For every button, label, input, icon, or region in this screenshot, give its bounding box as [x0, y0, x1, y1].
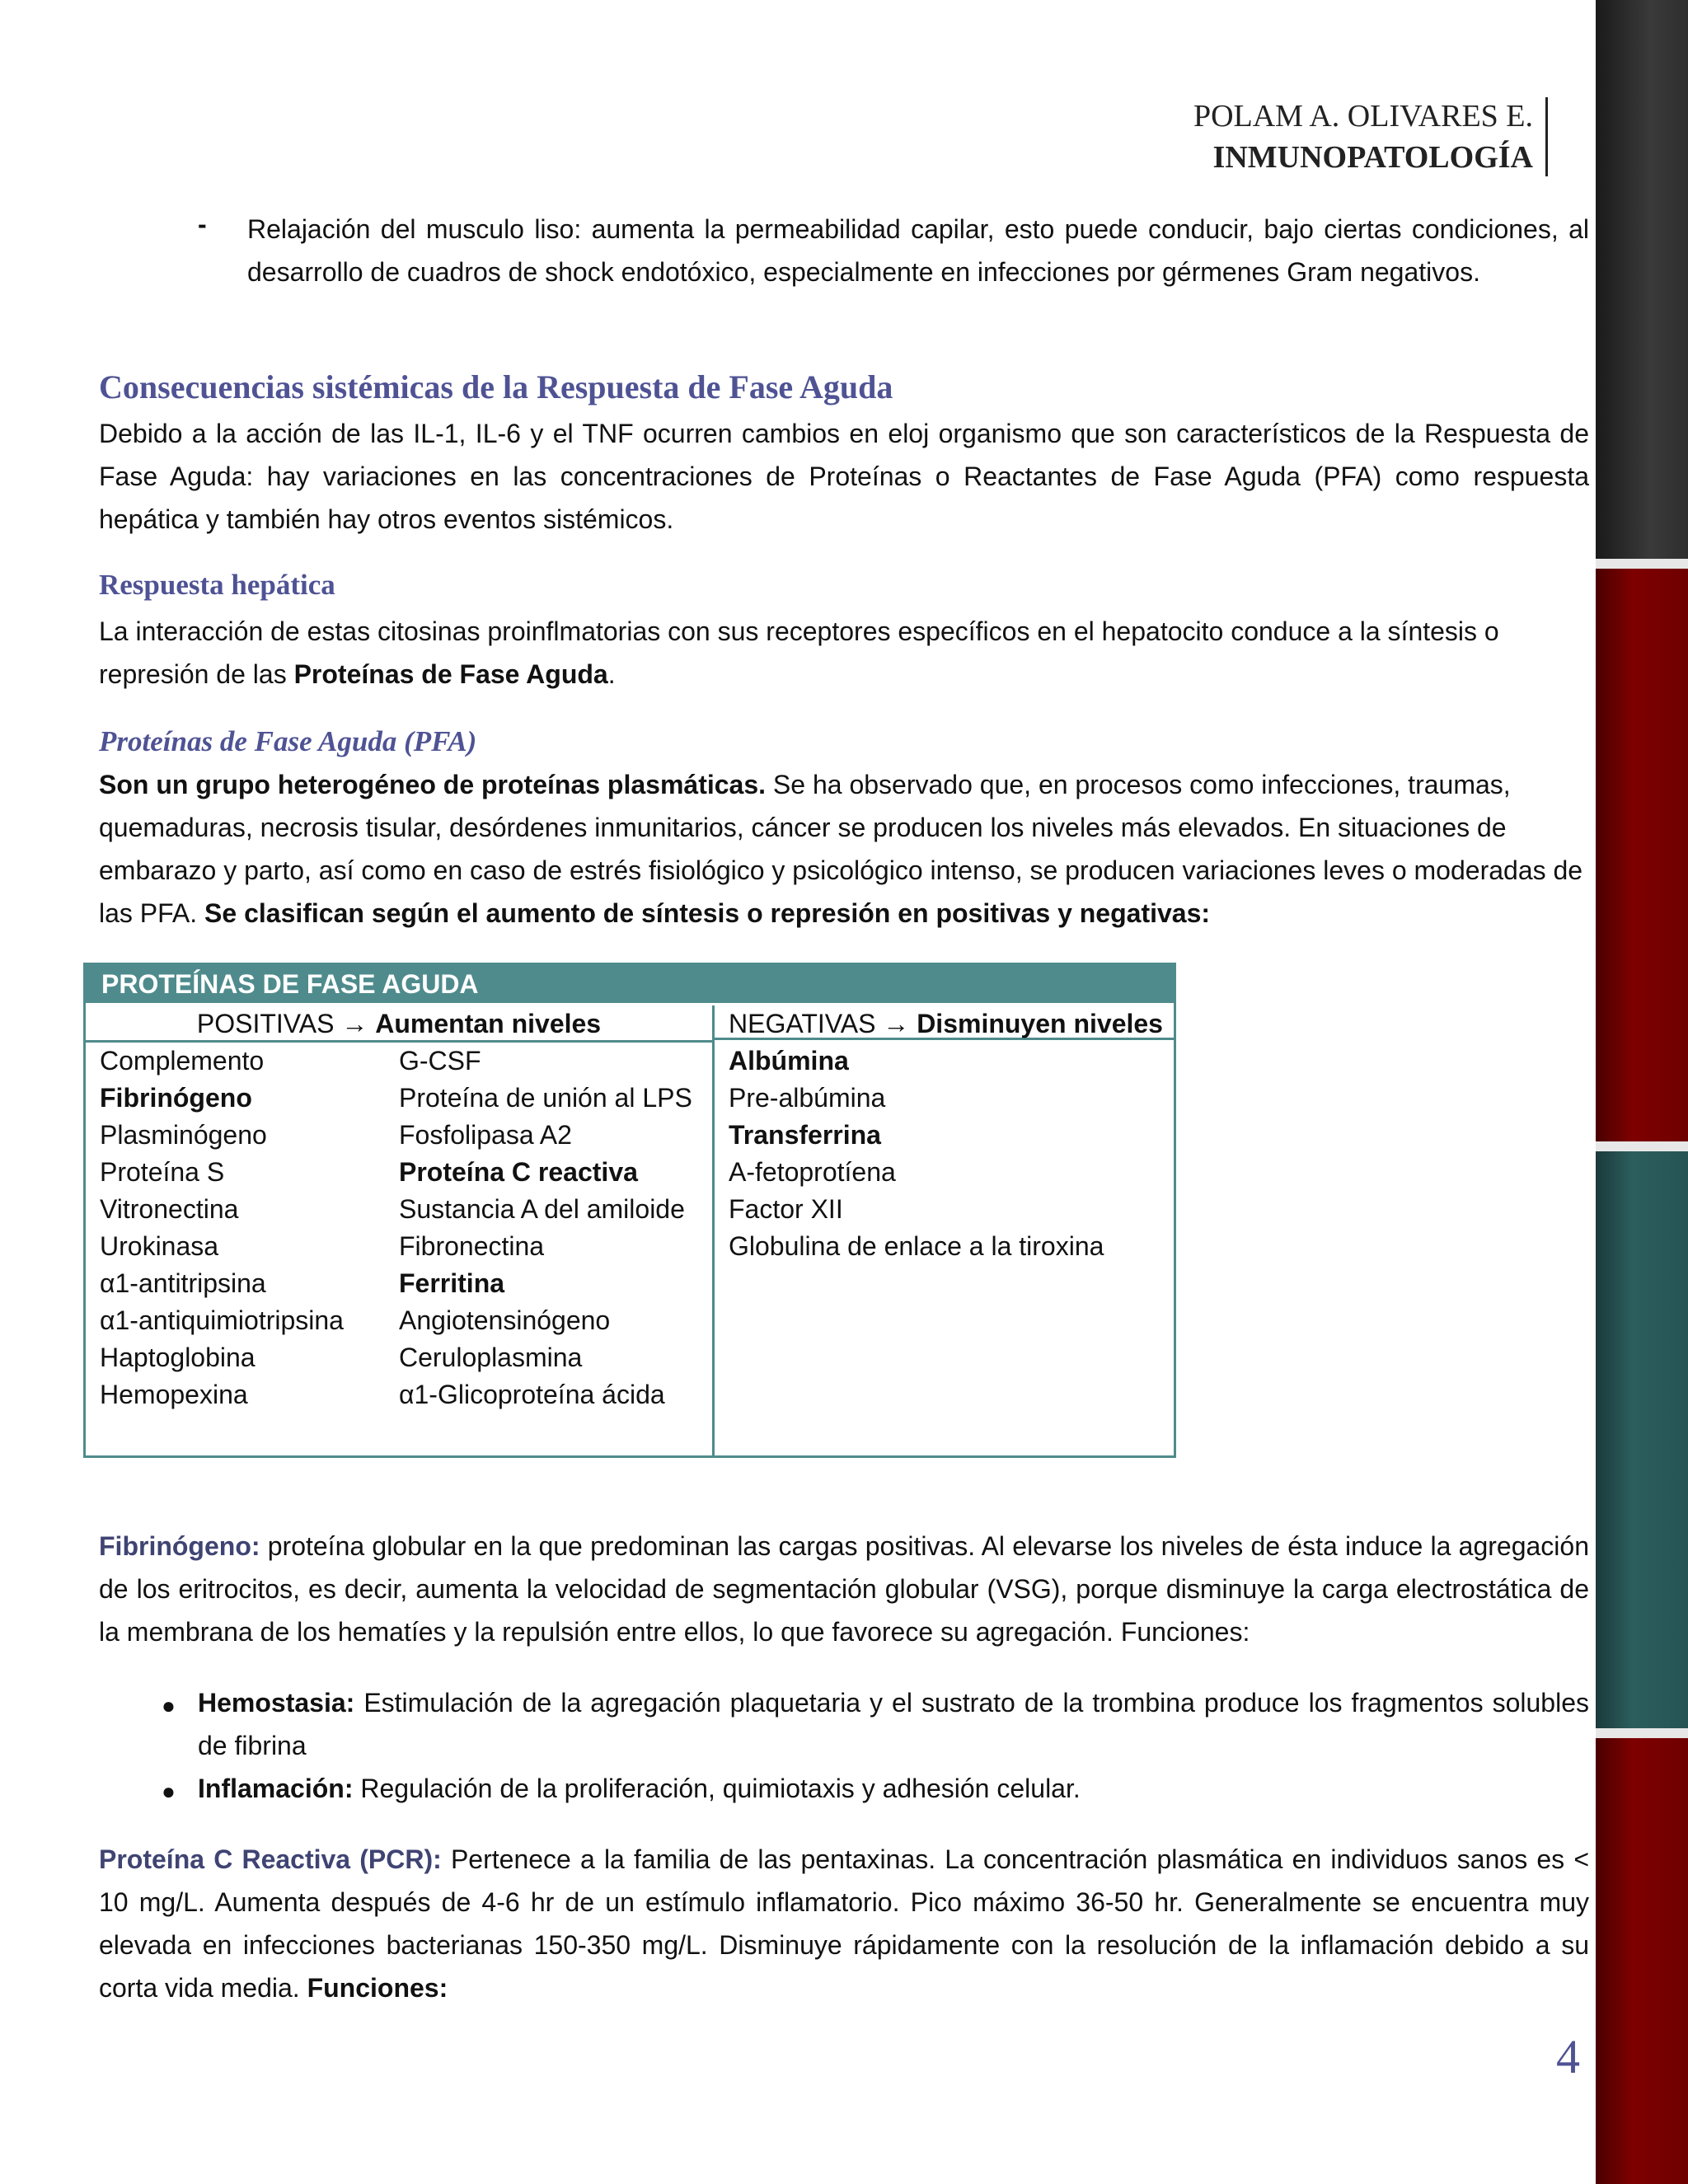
section-title-respuesta-hepatica: Respuesta hepática [99, 569, 335, 601]
table-cell: Ceruloplasmina [399, 1343, 583, 1372]
bullet-item-inflamacion [198, 1767, 1589, 1810]
table-cell: α1-Glicoproteína ácida [399, 1380, 665, 1409]
page-number: 4 [1556, 2030, 1580, 2083]
positive-column-1 [100, 1043, 344, 1413]
side-band-red-bottom [1596, 1738, 1688, 2184]
table-cell: Complemento [100, 1046, 265, 1076]
table-divider [712, 1005, 715, 1455]
header-bold: Aumentan niveles [375, 1009, 602, 1038]
table-cell: Plasminógeno [100, 1120, 267, 1150]
header-author: POLAM A. OLIVARES E. [1193, 99, 1533, 134]
table-cell: Hemopexina [100, 1380, 248, 1409]
table-title: PROTEÍNAS DE FASE AGUDA [86, 965, 1174, 1003]
table-cell: Angiotensinógeno [399, 1305, 611, 1335]
bullet-text: Estimulación de la agregación plaquetaria y el sustrato de la trombina produce los fragmentos solubles de fibrina [198, 1688, 1589, 1760]
header-course: INMUNOPATOLOGÍA [1212, 140, 1533, 175]
bullet-label: Hemostasia: [198, 1688, 355, 1718]
table-cell: Proteína de unión al LPS [399, 1083, 692, 1113]
body-bold: Se clasifican según el aumento de síntesis o represión en positivas y negativas: [204, 898, 1211, 928]
term-label: Fibrinógeno: [99, 1531, 260, 1561]
table-cell: Fosfolipasa A2 [399, 1120, 572, 1150]
page-header [1193, 96, 1548, 178]
table-cell: Transferrina [729, 1120, 881, 1150]
side-band-gap [1596, 1728, 1688, 1738]
table-cell: Haptoglobina [100, 1343, 256, 1372]
body-text: . [607, 659, 616, 689]
table-cell: α1-antiquimiotripsina [100, 1305, 344, 1335]
side-band-gap [1596, 559, 1688, 569]
bullet-icon: ● [162, 1779, 176, 1804]
pfa-table [83, 963, 1176, 1458]
positive-column-2 [399, 1043, 692, 1413]
section-body-pfa [99, 763, 1589, 935]
body-text: Se ha observado que, en procesos como infecciones, traumas, quemaduras, necrosis tisular, desórdenes inmunitarios, cáncer se producen los niveles más elevados. En situaciones de embarazo y parto, así como en caso de estrés fisiológico y psicológico intenso, se producen variaciones leves o moderadas de las PFA. [99, 770, 1583, 928]
side-band-dark [1596, 0, 1688, 559]
body-bold: Son un grupo heterogéneo de proteínas plasmáticas. [99, 770, 767, 799]
side-band-red [1596, 569, 1688, 1141]
body-bold: Proteínas de Fase Aguda [293, 659, 608, 689]
section-title-consecuencias: Consecuencias sistémicas de la Respuesta de Fase Aguda [99, 368, 893, 405]
side-band-gap [1596, 1141, 1688, 1151]
bullet-icon: ● [162, 1693, 176, 1718]
table-cell: Proteína C reactiva [399, 1157, 638, 1187]
header-label: NEGATIVAS [729, 1009, 876, 1038]
pcr-paragraph [99, 1838, 1589, 2009]
body-text: proteína globular en la que predominan las cargas positivas. Al elevarse los niveles de ésta induce la agregación de los eritrocitos, es decir, aumenta la velocidad de segmentación globular (VSG), porque disminuye la carga electrostática de la membrana de los hematíes y la repulsión entre ellos, lo que favorece su agregación. Funciones: [99, 1531, 1589, 1647]
table-cell: Fibronectina [399, 1231, 545, 1261]
body-bold: Funciones: [307, 1973, 448, 2003]
table-cell: Fibrinógeno [100, 1083, 252, 1113]
body-text: Pertenece a la familia de las pentaxinas. La concentración plasmática en individuos sanos es < 10 mg/L. Aumenta después de 4-6 hr de un estímulo inflamatorio. Pico máximo 36-50 hr. Generalmente se encuentra muy elevada en infecciones bacterianas 150-350 mg/L. Disminuye rápidamente con la resolución de la inflamación debido a su corta vida media. [99, 1844, 1589, 2003]
fibrinogeno-paragraph [99, 1525, 1589, 1653]
section-body-respuesta-hepatica [99, 610, 1589, 696]
table-cell: Urokinasa [100, 1231, 219, 1261]
table-cell: Proteína S [100, 1157, 225, 1187]
body-text: La interacción de estas citosinas proinflmatorias con sus receptores específicos en el hepatocito conduce a la síntesis o represión de las [99, 616, 1499, 689]
bullet-item-hemostasia [198, 1681, 1589, 1767]
table-header-positivas [86, 1005, 712, 1043]
section-body-consecuencias: Debido a la acción de las IL-1, IL-6 y el TNF ocurren cambios en eloj organismo que son característicos de la Respuesta de Fase Aguda: hay variaciones en las concentraciones de Proteínas o Reactantes de Fase Aguda (PFA) como respuesta hepática y también hay otros eventos sistémicos. [99, 419, 1589, 534]
table-cell: Pre-albúmina [729, 1083, 886, 1113]
header-divider [1545, 97, 1548, 176]
intro-item-text: Relajación del musculo liso: aumenta la permeabilidad capilar, esto puede conducir, bajo ciertas condiciones, al desarrollo de cuadros de shock endotóxico, especialmente en infecciones por gérmenes Gram negativos. [247, 214, 1589, 287]
section-title-pfa: Proteínas de Fase Aguda (PFA) [99, 725, 477, 757]
header-label: POSITIVAS [196, 1009, 335, 1038]
bullet-text: Regulación de la proliferación, quimiotaxis y adhesión celular. [353, 1774, 1081, 1803]
list-dash-marker: - [198, 209, 207, 239]
bullet-label: Inflamación: [198, 1774, 354, 1803]
table-cell: Vitronectina [100, 1194, 239, 1224]
arrow-right-icon: → [341, 1009, 368, 1038]
table-cell: G-CSF [399, 1046, 481, 1076]
table-cell: Sustancia A del amiloide [399, 1194, 685, 1224]
table-cell: A-fetoprotíena [729, 1157, 896, 1187]
negative-column [729, 1043, 1104, 1265]
term-label: Proteína C Reactiva (PCR): [99, 1844, 442, 1874]
table-cell: Albúmina [729, 1046, 849, 1076]
side-band-teal [1596, 1151, 1688, 1728]
table-cell: Factor XII [729, 1194, 843, 1224]
table-cell: Globulina de enlace a la tiroxina [729, 1231, 1104, 1261]
table-cell: Ferritina [399, 1268, 505, 1298]
arrow-right-icon: → [883, 1009, 910, 1038]
table-cell: α1-antitripsina [100, 1268, 266, 1298]
table-header-negativas [715, 1005, 1174, 1040]
header-bold: Disminuyen niveles [917, 1009, 1163, 1038]
